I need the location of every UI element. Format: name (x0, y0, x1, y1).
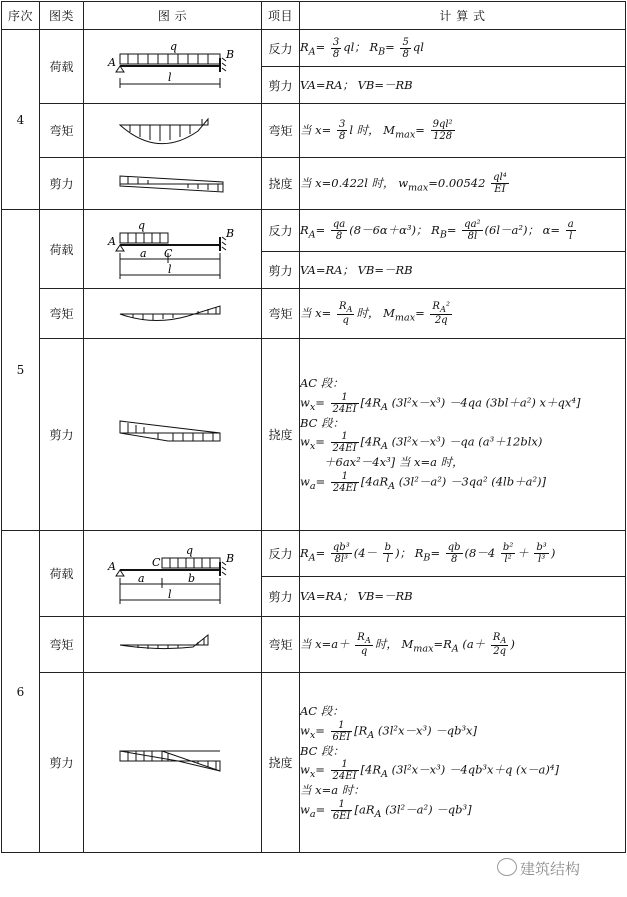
formula-reaction: $R_A=$ $\frac{\text{qb³}}{\text{8l³}}$ (4－ $\frac{b}{l}$ )； $R_B=$ $\frac{qb}{8}$ (8－4 $\frac{\text{b²}}{\text{l²}}$ ＋ $\frac{\text{b³}}{\text{l³}}$ ) (300, 531, 626, 577)
row-category: 剪力 (40, 158, 84, 210)
row-item: 挠度 (262, 339, 300, 531)
header-row (2, 2, 626, 30)
label-l: l (167, 587, 172, 601)
label-len-b: b (187, 571, 195, 585)
row-item: 弯矩 (262, 104, 300, 158)
row-item: 反力 (262, 210, 300, 252)
label-l: l (167, 70, 172, 84)
formula-deflection (300, 339, 626, 531)
row-category: 剪力 (40, 339, 84, 531)
shear-diagram-svg (98, 166, 248, 202)
table-row (2, 210, 626, 252)
label-q: q (169, 39, 177, 53)
row-category: 荷载 (40, 210, 84, 289)
label-c: C (163, 247, 172, 260)
bc-label: BC 段： (300, 415, 345, 430)
ac-label: AC 段： (300, 375, 344, 390)
ac-formula: $w_x=$ $\frac{1}{24EI}$ [$4R_A$ (3l²x－x³) －4qa (3bl＋a²) x＋qx⁴] (300, 391, 581, 415)
bc-label: BC 段： (300, 743, 345, 758)
load-diagram-svg (98, 36, 248, 98)
label-b: B (225, 47, 234, 61)
moment-diagram (84, 289, 262, 339)
label-q: q (185, 543, 193, 557)
table-row (2, 339, 626, 531)
header-item: 项目 (262, 2, 300, 30)
table-row (2, 158, 626, 210)
row-item: 弯矩 (262, 289, 300, 339)
wechat-icon (497, 858, 517, 876)
label-b: B (225, 551, 234, 565)
bc-formula-cont: ＋6ax²－4x³] 当 x=a 时， (324, 455, 464, 470)
row-index: 4 (2, 30, 40, 210)
table-row (2, 531, 626, 577)
row-category: 弯矩 (40, 289, 84, 339)
when-label: 当 x=a 时： (300, 783, 365, 798)
label-q: q (137, 219, 145, 232)
row-category: 剪力 (40, 673, 84, 853)
row-category: 弯矩 (40, 104, 84, 158)
shear-diagram (84, 339, 262, 531)
shear-diagram (84, 673, 262, 853)
formula-shear: VA=RA； VB=－RB (300, 577, 626, 617)
header-formula: 计 算 式 (300, 2, 626, 30)
formula-shear: VA=RA； VB=－RB (300, 252, 626, 289)
formula-shear: VA=RA； VB=－RB (300, 67, 626, 104)
watermark-text: 建筑结构 (520, 860, 581, 878)
formula-moment: 当 x= $\frac{R_A}{q}$ 时， $M_{max}=$ $\frac{R_A^2}{2q}$ (300, 289, 626, 339)
table-row (2, 673, 626, 853)
formula-moment: 当 x=a＋ $\frac{R_A}{q}$ 时， $M_{max}=R_A$ (a＋ $\frac{R_A}{2q}$ ) (300, 617, 626, 673)
header-index: 序次 (2, 2, 40, 30)
row-item: 挠度 (262, 158, 300, 210)
shear-diagram (84, 158, 262, 210)
load-diagram-svg (98, 538, 248, 610)
table-row (2, 30, 626, 67)
load-diagram (84, 210, 262, 289)
ac-label: AC 段： (300, 703, 344, 718)
row-item: 剪力 (262, 67, 300, 104)
moment-diagram (84, 104, 262, 158)
row-item: 弯矩 (262, 617, 300, 673)
shear-diagram-svg (98, 743, 248, 783)
formula-deflection: 当 x=0.422l 时， $w_{max}=0.00542$ $\frac{\text{ql⁴}}{EI}$ (300, 158, 626, 210)
label-len-a: a (137, 571, 145, 585)
formula-reaction: $R_A=$ $\frac{3}{8}$ ql； $R_B=$ $\frac{5}{8}$ ql (300, 30, 626, 67)
ac-formula: $w_x=$ $\frac{1}{6EI}$ [$R_A$ (3l²x－x³) －qb³x] (300, 719, 478, 743)
load-diagram-svg (98, 213, 248, 285)
bc-formula: $w_x=$ $\frac{1}{24EI}$ [$4R_A$ (3l²x－x³) －qa (a³＋12blx) (300, 431, 543, 455)
table-row (2, 289, 626, 339)
row-item: 反力 (262, 30, 300, 67)
label-l: l (167, 263, 172, 276)
label-b: B (225, 227, 234, 240)
row-category: 荷载 (40, 531, 84, 617)
label-a: A (107, 55, 116, 69)
row-item: 反力 (262, 531, 300, 577)
wa-formula: $w_a=$ $\frac{1}{6EI}$ [$aR_A$ (3l²－a²) －qb³] (300, 799, 472, 822)
beam-formula-table (1, 1, 626, 853)
load-diagram (84, 531, 262, 617)
row-category: 弯矩 (40, 617, 84, 673)
table-row (2, 104, 626, 158)
label-a: A (107, 559, 116, 573)
label-a: A (107, 235, 116, 248)
row-item: 剪力 (262, 252, 300, 289)
table-row (2, 617, 626, 673)
header-category: 图类 (40, 2, 84, 30)
moment-diagram-svg (98, 627, 248, 663)
row-index: 6 (2, 531, 40, 853)
load-diagram (84, 30, 262, 104)
wa-formula: $w_a=$ $\frac{1}{24EI}$ [$4aR_A$ (3l²－a²) －3qa² (4lb＋a²)] (300, 471, 547, 494)
formula-deflection (300, 673, 626, 853)
shear-diagram-svg (98, 415, 248, 455)
bc-formula: $w_x=$ $\frac{1}{24EI}$ [$4R_A$ (3l²x－x³) －4qb³x＋q (x－a)⁴] (300, 759, 559, 783)
formula-moment: 当 x= $\frac{3}{8}$ l 时， $M_{max}=$ $\frac{\text{9ql²}}{128}$ (300, 104, 626, 158)
row-category: 荷载 (40, 30, 84, 104)
row-index: 5 (2, 210, 40, 531)
label-len-a: a (139, 247, 147, 260)
moment-diagram-svg (98, 296, 248, 332)
row-item: 剪力 (262, 577, 300, 617)
label-c: C (151, 555, 160, 569)
moment-diagram-svg (98, 109, 248, 153)
header-figure: 图 示 (84, 2, 262, 30)
formula-reaction: $R_A=$ $\frac{qa}{8}$ (8－6α＋α³)； $R_B=$ $\frac{\text{qa²}}{8l}$ (6l－a²)； α= $\frac{a}{l}$ (300, 210, 626, 252)
moment-diagram (84, 617, 262, 673)
row-item: 挠度 (262, 673, 300, 853)
